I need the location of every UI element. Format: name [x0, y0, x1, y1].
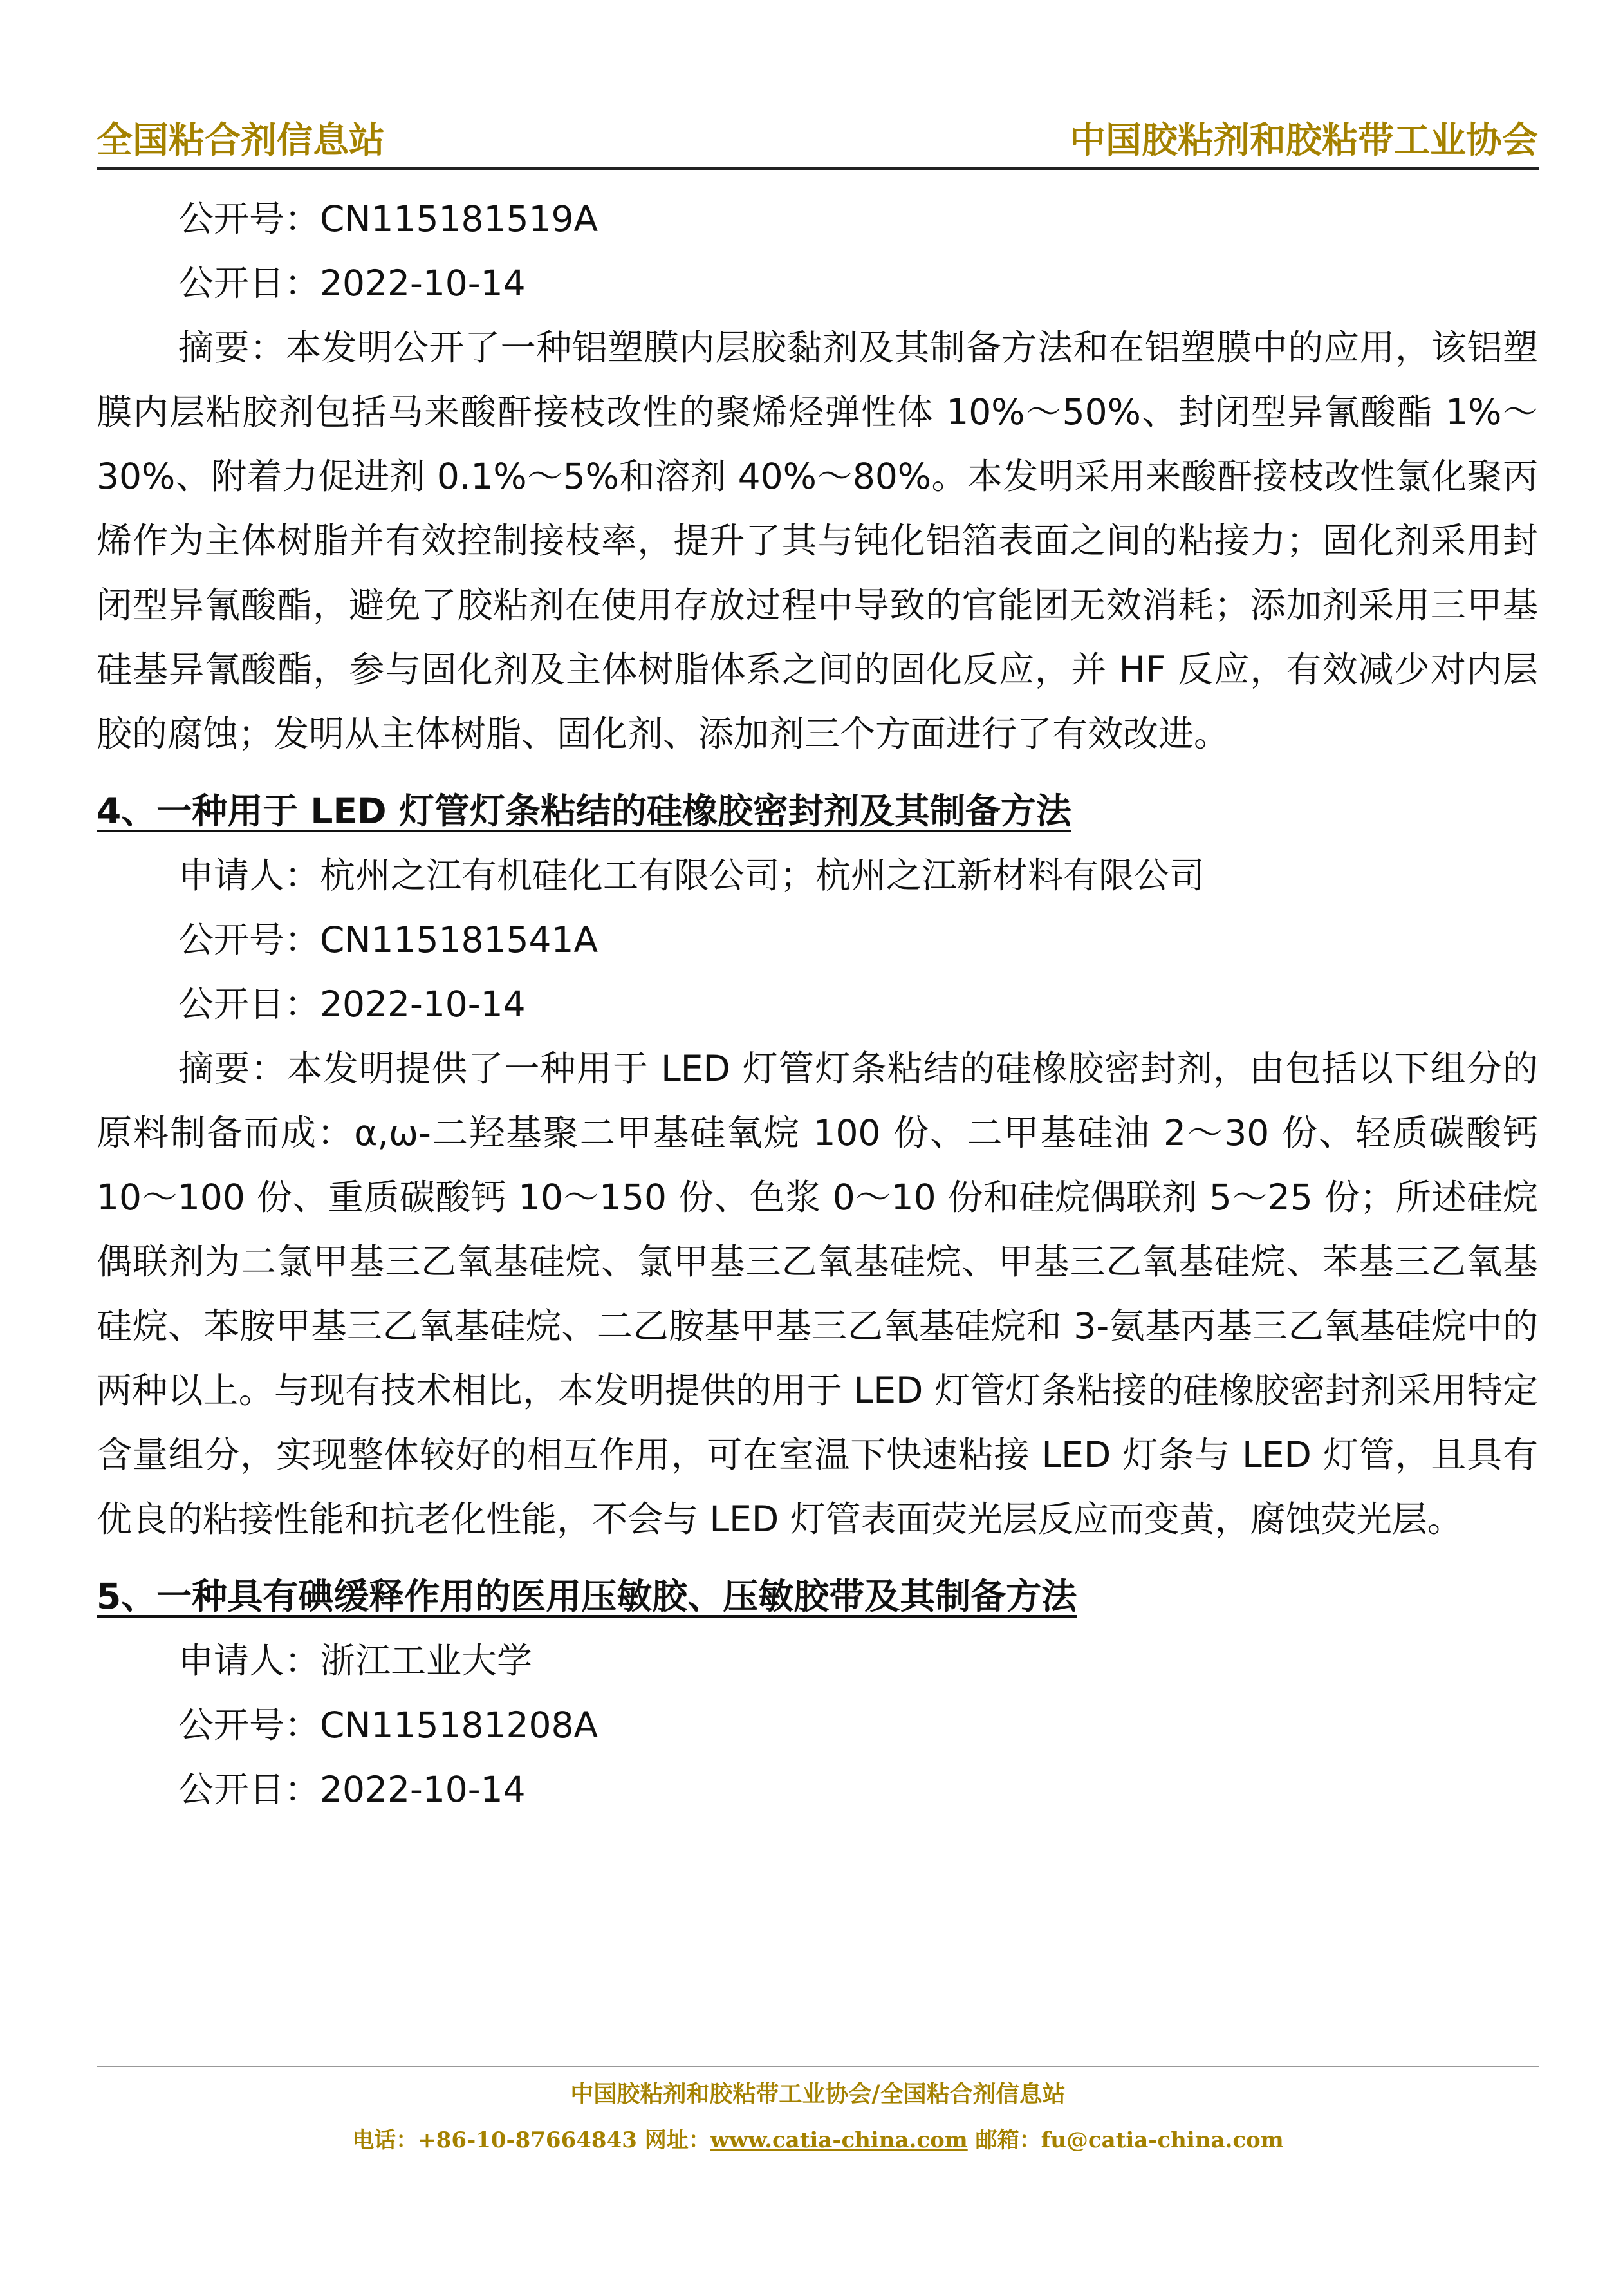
- patent-entry-4: [97, 779, 1538, 1551]
- publication-date: 公开日：2022-10-14: [178, 1769, 526, 1810]
- header-association-name: 中国胶粘剂和胶粘带工业协会: [1070, 119, 1538, 162]
- abstract: 摘要：本发明公开了一种铝塑膜内层胶黏剂及其制备方法和在铝塑膜中的应用，该铝塑膜内层粘胶剂包括马来酸酐接枝改性的聚烯烃弹性体 10%～50%、封闭型异氰酸酯 1%～30%、附着力促进剂 0.1%～5%和溶剂 40%～80%。本发明采用来酸酐接枝改性氯化聚丙烯作为主体树脂并有效控制接枝率，提升了其与钝化铝箔表面之间的粘接力；固化剂采用封闭型异氰酸酯，避免了胶粘剂在使用存放过程中导致的官能团无效消耗；添加剂采用三甲基硅基异氰酸酯，参与固化剂及主体树脂体系之间的固化反应，并 HF 反应，有效减少对内层胶的腐蚀；发明从主体树脂、固化剂、添加剂三个方面进行了有效改进。: [97, 327, 1538, 754]
- patent-entry-5: [97, 1564, 1538, 1822]
- footer-organization: 中国胶粘剂和胶粘带工业协会/全国粘合剂信息站: [570, 2080, 1066, 2107]
- applicant: 申请人：浙江工业大学: [178, 1640, 533, 1681]
- publication-number: 公开号：CN115181519A: [178, 198, 598, 239]
- publication-date: 公开日：2022-10-14: [178, 263, 526, 304]
- publication-number: 公开号：CN115181541A: [178, 919, 598, 960]
- footer-contact: [97, 2118, 1539, 2163]
- header-divider: [97, 167, 1539, 170]
- patent-title: 5、一种具有碘缓释作用的医用压敏胶、压敏胶带及其制备方法: [97, 1576, 1077, 1617]
- page-header: [97, 115, 1538, 166]
- footer-phone: 电话：+86-10-87664843: [352, 2127, 637, 2153]
- applicant: 申请人：杭州之江有机硅化工有限公司；杭州之江新材料有限公司: [178, 855, 1205, 896]
- publication-date: 公开日：2022-10-14: [178, 984, 526, 1025]
- patent-entry-3: [97, 187, 1538, 766]
- publication-number: 公开号：CN115181208A: [178, 1704, 598, 1746]
- header-site-name: 全国粘合剂信息站: [97, 119, 385, 162]
- patent-title: 4、一种用于 LED 灯管灯条粘结的硅橡胶密封剂及其制备方法: [97, 790, 1071, 832]
- abstract: 摘要：本发明提供了一种用于 LED 灯管灯条粘结的硅橡胶密封剂，由包括以下组分的原料制备而成：α,ω-二羟基聚二甲基硅氧烷 100 份、二甲基硅油 2～30 份、轻质碳酸钙 10～100 份、重质碳酸钙 10～150 份、色浆 0～10 份和硅烷偶联剂 5～25 份；所述硅烷偶联剂为二氯甲基三乙氧基硅烷、氯甲基三乙氧基硅烷、甲基三乙氧基硅烷、苯基三乙氧基硅烷、苯胺甲基三乙氧基硅烷、二乙胺基甲基三乙氧基硅烷和 3-氨基丙基三乙氧基硅烷中的两种以上。与现有技术相比，本发明提供的用于 LED 灯管灯条粘接的硅橡胶密封剂采用特定含量组分，实现整体较好的相互作用，可在室温下快速粘接 LED 灯条与 LED 灯管，且具有优良的粘接性能和抗老化性能，不会与 LED 灯管表面荧光层反应而变黄，腐蚀荧光层。: [97, 1048, 1538, 1540]
- document-body: [97, 187, 1538, 1822]
- footer-email-label: 邮箱：: [975, 2127, 1041, 2153]
- footer-email[interactable]: fu@catia-china.com: [1041, 2127, 1284, 2153]
- footer-divider: [97, 2066, 1539, 2067]
- footer-website-link[interactable]: www.catia-china.com: [710, 2127, 968, 2153]
- footer-website-label: 网址：: [644, 2127, 710, 2153]
